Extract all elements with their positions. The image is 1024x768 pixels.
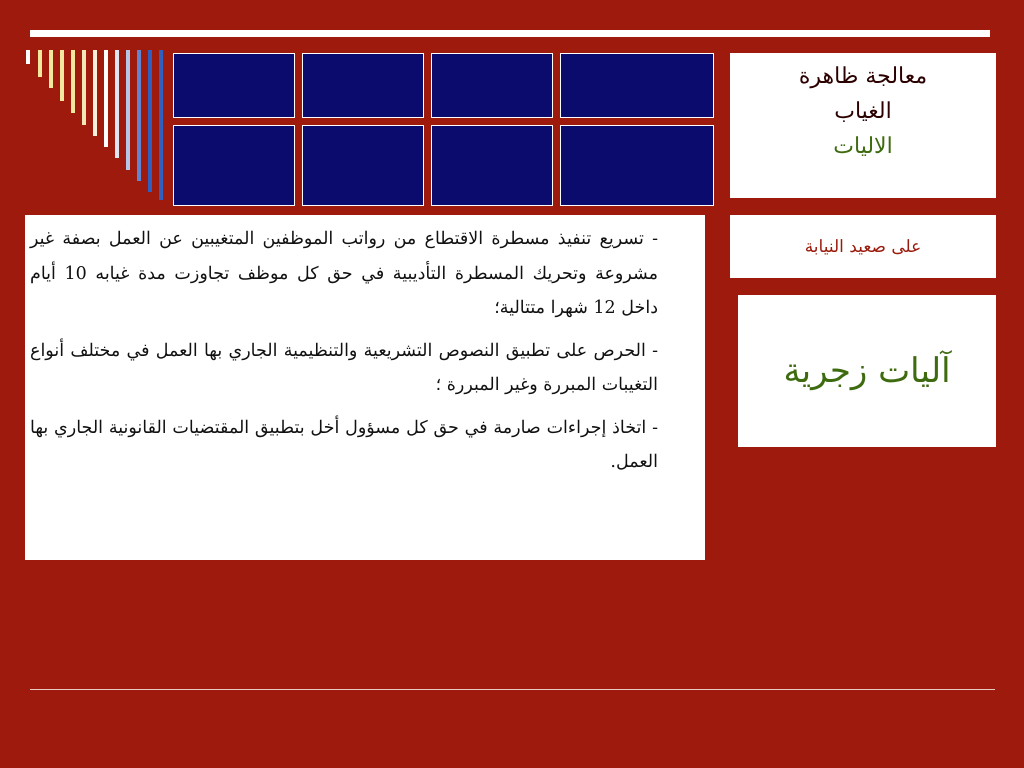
title-box [730,53,996,198]
title-line-2: الغياب [834,99,892,124]
stripe [115,50,119,158]
subtitle: على صعيد النيابة [804,236,922,257]
stripe [104,50,108,147]
tile [560,125,714,206]
bottom-rule [30,689,995,690]
stripe [49,50,53,88]
tile [431,53,553,118]
title-line-3: الاليات [833,134,893,159]
top-rule [30,30,990,37]
tile [173,53,295,118]
tile [173,125,295,206]
stripe [60,50,64,101]
stripe [148,50,152,192]
stripe [93,50,97,136]
tile [302,125,424,206]
heading-box [738,295,996,447]
stripe [159,50,163,200]
paragraph: - تسريع تنفيذ مسطرة الاقتطاع من رواتب الموظفين المتغيبين عن العمل بصفة غير مشروعة وتحريك المسطرة التأديبية في حق كل موظف تجاوزت مدة غيابه 10 أيام داخل 12 شهرا متتالية؛ [30,229,659,318]
tile [302,53,424,118]
tile [560,53,714,118]
subtitle-box [730,215,996,278]
title-line-1: معالجة ظاهرة [798,64,928,89]
stripe [126,50,130,170]
paragraph: - اتخاذ إجراءات صارمة في حق كل مسؤول أخل بتطبيق المقتضيات القانونية الجاري بها العمل. [30,417,658,472]
stripe [137,50,141,181]
stripe [38,50,42,77]
paragraph: - الحرص على تطبيق النصوص التشريعية والتنظيمية الجاري بها العمل في مختلف أنواع التغيبات المبررة وغير المبررة ؛ [30,340,658,395]
stripe [26,50,30,64]
content-text [30,222,658,488]
section-heading: آليات زجرية [783,351,951,391]
stripe [71,50,75,113]
stripe [82,50,86,125]
tile [431,125,553,206]
